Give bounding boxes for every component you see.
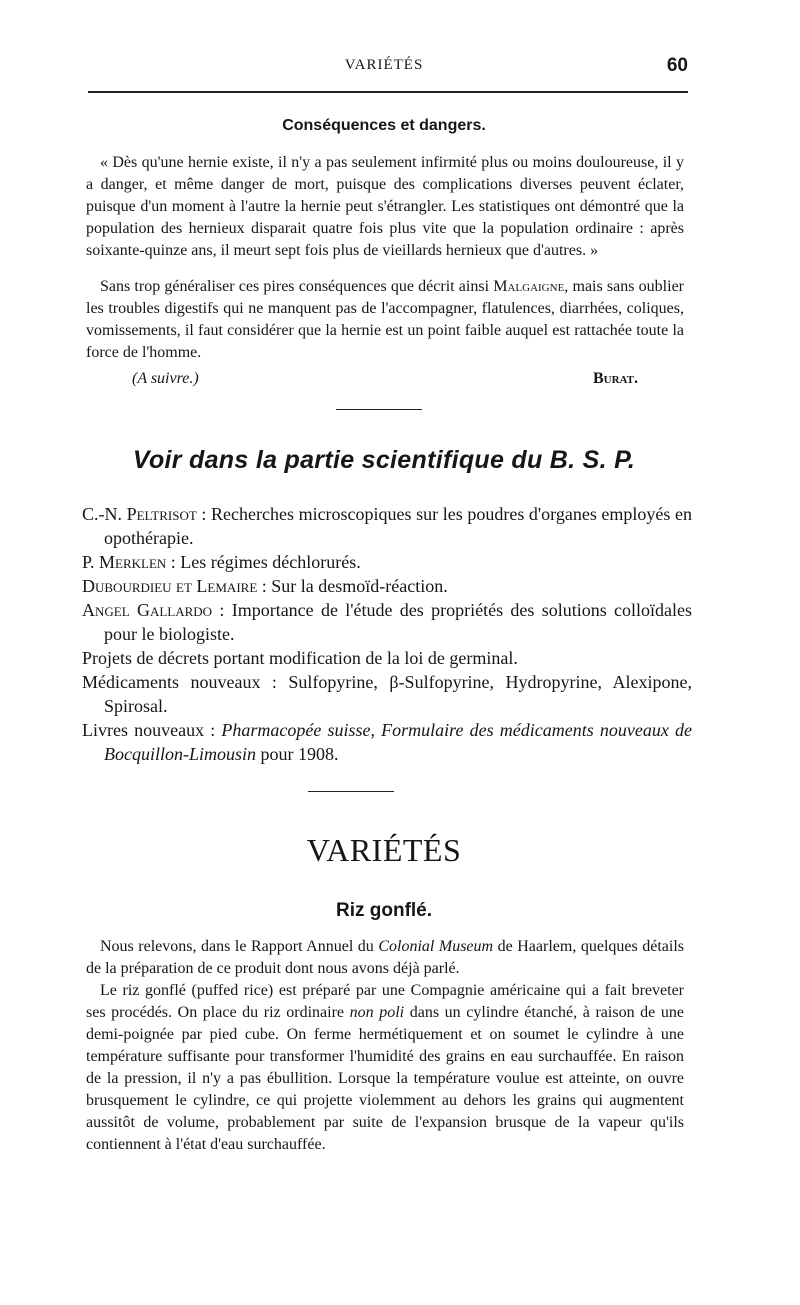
paragraph-malgaigne-text-a: Sans trop généraliser ces pires conséquences que décrit ainsi [100,278,494,295]
entry-author: P. Merklen [82,552,167,572]
entry-text: Projets de décrets portant modification de la loi de germinal. [82,648,518,668]
page-header [80,57,688,83]
term-non-poli: non poli [349,1004,405,1021]
list-item [82,598,692,646]
list-item-books [82,718,692,766]
contents-list [82,502,692,766]
entry-text: Médicaments nouveaux : Sulfopyrine, β-Sulfopyrine, Hydropyrine, Alexipone, Spirosal. [82,672,692,716]
paragraph-process [86,980,684,1156]
paragraph-malgaigne [86,276,684,364]
article-title-riz: Riz gonflé. [335,900,433,921]
paragraph-malgaigne-text-b: , mais sans oublier les troubles digestifs qui ne manquent pas de l'accompagner, flatulences, diarrhées, coliques, vomissements, il faut considérer que la hernie est un point faible auquel est rattachée toute la force de l'homme. [86,278,684,361]
list-item [82,670,692,718]
page-number: 60 [666,55,688,76]
entry-text: : Importance de l'étude des propriétés des solutions colloïdales pour le biologiste. [104,600,692,644]
separator-rule [308,791,394,792]
entry-author: Angel Gallardo [82,600,213,620]
paragraph-intro [86,936,684,980]
author-signature: Burat. [592,370,638,387]
list-item [82,646,692,670]
paragraph-quote-text: « Dès qu'une hernie existe, il n'y a pas seulement infirmité plus ou moins douloureuse, il y a danger, et même danger de mort, puisque des complications diverses peuvent éclater, puisque d'un moment à l'autre la hernie peut s'étrangler. Les statistiques ont démontré que la population des hernieux disparait quatre fois plus vite que la population ordinaire : après soixante-quinze ans, il meurt sept fois plus de vieillards hernieux que d'autres. » [86,154,684,259]
list-item [82,574,692,598]
to-be-continued: (A suivre.) [132,370,199,387]
entry-text: : Recherches microscopiques sur les poudres d'organes employés en opothérapie. [104,504,693,548]
books-suffix: pour 1908. [256,744,339,764]
paragraph-intro-text-b: de Haarlem, quelques détails de la préparation de ce produit dont nous avons déjà parlé. [86,938,685,977]
paragraph-intro-text-a: Nous relevons, dans le Rapport Annuel du [100,938,379,955]
separator-rule [336,409,422,410]
header-rule [88,91,688,93]
paragraph-process-text-b: dans un cylindre étanché, à raison de une demi-poignée par pied cube. On ferme hermétiquement et on soumet le cylindre à une température suffisante pour transformer l'humidité des grains en eau surchauffée. En raison de la pression, il n'y a pas ébullition. Lorsque la température voulue est atteinte, on ouvre brusquement le cylindre, ce qui projette violemment au dehors les grains qui augmentent aussitôt de volume, probablement par suite de l'expansion brusque de la vapeur qu'ils contiennent à l'état d'eau surchauffée. [86,1004,684,1153]
voir-heading: Voir dans la partie scientifique du B. S. P. [132,446,636,474]
list-item [82,502,692,550]
museum-name: Colonial Museum [378,938,494,955]
entry-author: C.-N. Peltrisot [82,504,197,524]
paragraph-quote [86,152,684,262]
paragraph-process-text-a: Le riz gonflé (puffed rice) est préparé par une Compagnie américaine qui a fait breveter ses procédés. On place du riz ordinaire [86,982,684,1021]
books-titles: Pharmacopée suisse, Formulaire des médicaments nouveaux de Bocquillon-Limousin [104,720,692,764]
author-name-malgaigne: Malgaigne [493,278,565,295]
section-title-consequences: Conséquences et dangers. [282,117,486,134]
books-prefix: Livres nouveaux : [82,720,222,740]
signature-row [86,370,684,392]
entry-text: : Sur la desmoïd-réaction. [257,576,448,596]
running-head: VARIÉTÉS [344,57,424,73]
entry-author: Dubourdieu et Lemaire [82,576,258,596]
section-title-varietes: VARIÉTÉS [306,832,462,868]
list-item [82,550,692,574]
entry-text: : Les régimes déchlorurés. [166,552,361,572]
